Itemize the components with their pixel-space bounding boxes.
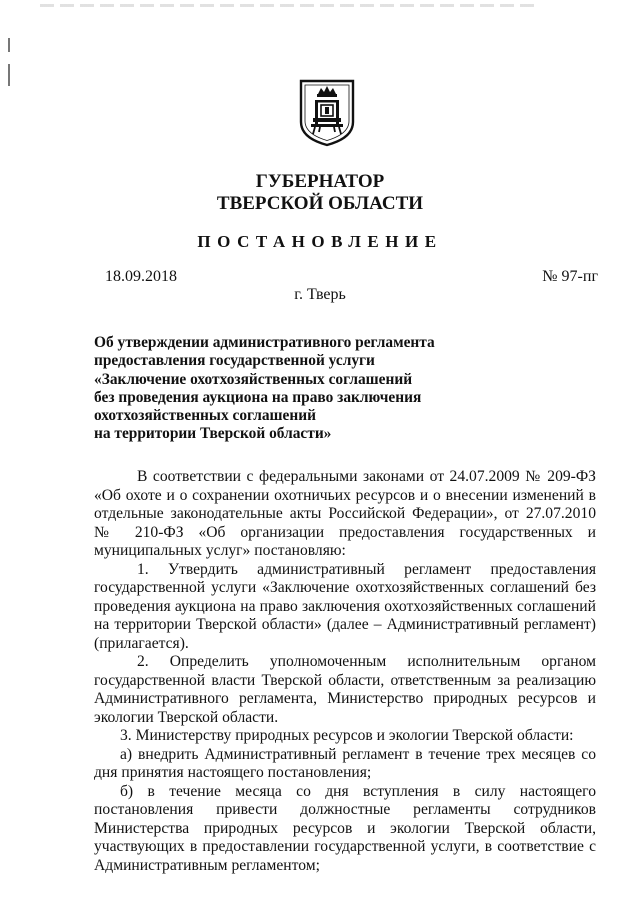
scan-edge-mark [8,64,10,86]
document-number: № 97-пг [542,268,598,285]
body-paragraph: а) внедрить Административный регламент в течение трех месяцев со дня принятия настоящего постановления; [94,745,596,781]
issuer-title: ГУБЕРНАТОР [255,171,385,192]
body-paragraph: б) в течение месяца со дня вступления в силу настоящего постановления привести должностные регламенты сотрудников Министерства природных ресурсов и экологии Тверской области, участвующих в предоставлении государственной услуги, в соответствие с Административным регламентом; [94,782,596,874]
document-title [94,334,554,444]
document-type: ПОСТАНОВЛЕНИЕ [197,232,443,251]
body-paragraph: В соответствии с федеральными законами от 24.07.2009 № 209-ФЗ «Об охоте и о сохранении охотничьих ресурсов и о внесении изменений в отдельные законодательные акты Российской Федерации», от 27.07.2010 № 210-ФЗ «Об организации предоставления государственных и муниципальных услуг» постановляю: [94,468,596,559]
body-paragraph: 1. Утвердить административный регламент предоставления государственной услуги «Заключение охотхозяйственных соглашений без проведения аукциона на право заключения охотхозяйственных соглашений на территории Тверской области» (далее – Административный регламент) (прилагается). [94,560,596,652]
issuer-region: ТВЕРСКОЙ ОБЛАСТИ [216,193,424,214]
coat-of-arms-emblem-icon [298,78,356,148]
title-line: Об утверждении административного регламента [94,334,435,351]
document-date: 18.09.2018 [105,268,177,285]
document-city: г. Тверь [294,286,346,303]
scan-edge-mark [8,38,10,52]
document-body [94,468,596,875]
title-line: на территории Тверской области» [94,425,332,443]
scan-artifact [40,4,540,7]
body-paragraph: 3. Министерству природных ресурсов и экологии Тверской области: [120,727,574,744]
body-paragraph: 2. Определить уполномоченным исполнительным органом государственной власти Тверской области, ответственным за реализацию Административного регламента, Министерство природных ресурсов и экологии Тверской области. [94,653,596,726]
title-line: «Заключение охотхозяйственных соглашений [94,370,413,388]
title-line: охотхозяйственных соглашений [94,407,316,425]
title-line: без проведения аукциона на право заключения [94,388,422,406]
title-line: предоставления государственной услуги [94,352,375,370]
